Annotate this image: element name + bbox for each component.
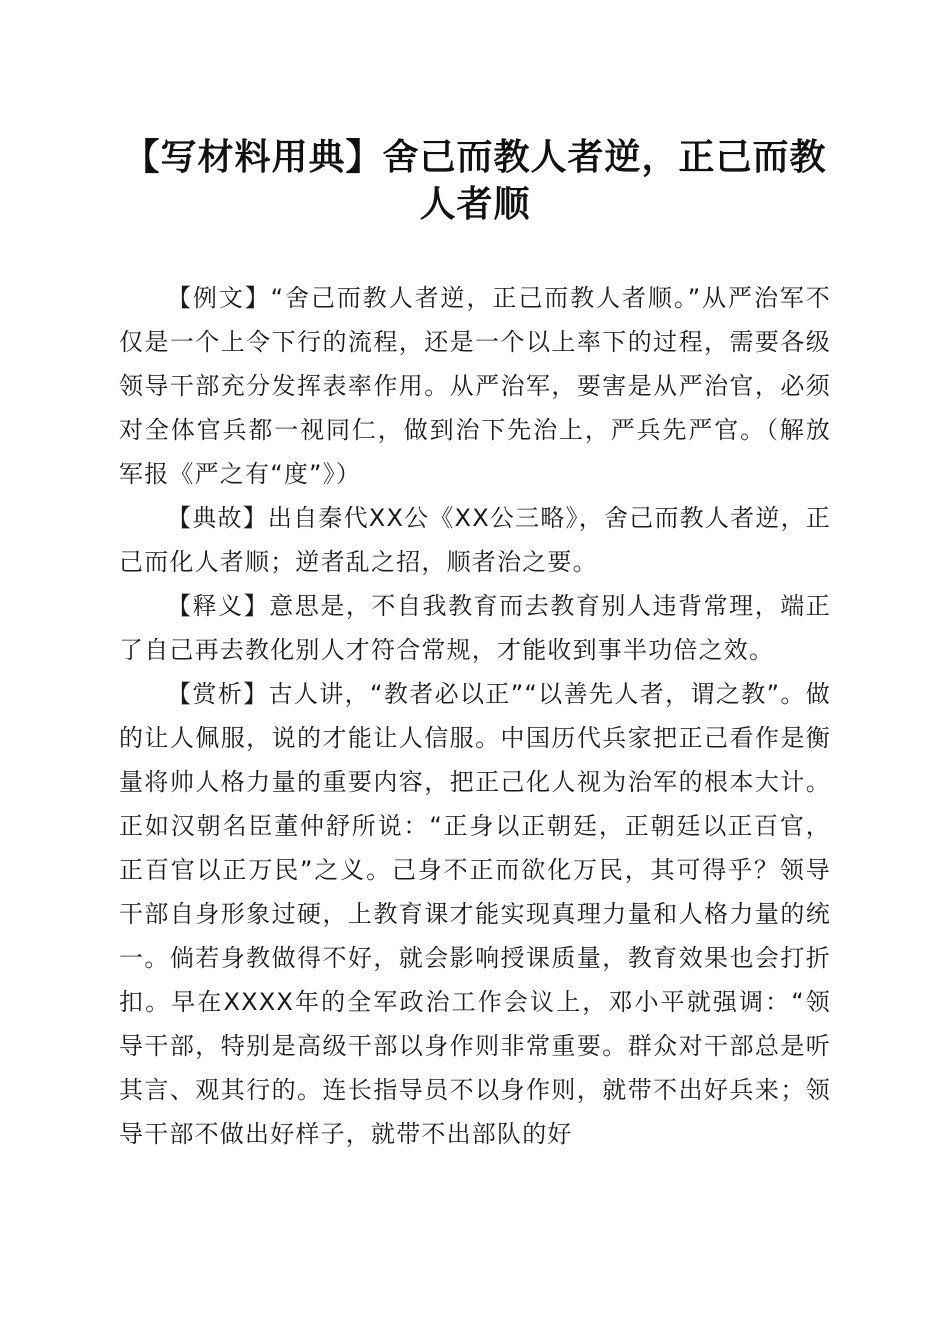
paragraph-interpretation: 【释义】意思是，不自我教育而去教育别人违背常理，端正了自己再去教化别人才符合常规，才能收到事半功倍之效。 — [119, 592, 831, 664]
paragraph-allusion: 【典故】出自秦代XX公《XX公三略》，舍己而教人者逆，正己而化人者顺；逆者乱之招，顺者治之要。 — [119, 504, 831, 576]
paragraph-appreciation: 【赏析】古人讲，“教者必以正”“以善先人者，谓之教”。做的让人佩服，说的才能让人信服。中国历代兵家把正己看作是衡量将帅人格力量的重要内容，把正己化人视为治军的根本大计。正如汉朝名臣董仲舒所说：“正身以正朝廷，正朝廷以正百官，正百官以正万民”之义。己身不正而欲化万民，其可得乎？领导干部自身形象过硬，上教育课才能实现真理力量和人格力量的统一。倘若身教做得不好，就会影响授课质量，教育效果也会打折扣。早在XXXX年的全军政治工作会议上，邓小平就强调：“领导干部，特别是高级干部以身作则非常重要。群众对干部总是听其言、观其行的。连长指导员不以身作则，就带不出好兵来；领导干部不做出好样子，就带不出部队的好 — [119, 680, 831, 1148]
document-title: 【写材料用典】舍己而教人者逆，正己而教人者顺 — [123, 136, 827, 225]
paragraph-example: 【例文】“舍己而教人者逆，正己而教人者顺。”从严治军不仅是一个上令下行的流程，还是一个以上率下的过程，需要各级领导干部充分发挥表率作用。从严治军，要害是从严治官，必须对全体官兵都一视同仁，做到治下先治上，严兵先严官。（解放军报《严之有“度”》） — [119, 284, 831, 488]
document-body — [119, 276, 831, 1156]
